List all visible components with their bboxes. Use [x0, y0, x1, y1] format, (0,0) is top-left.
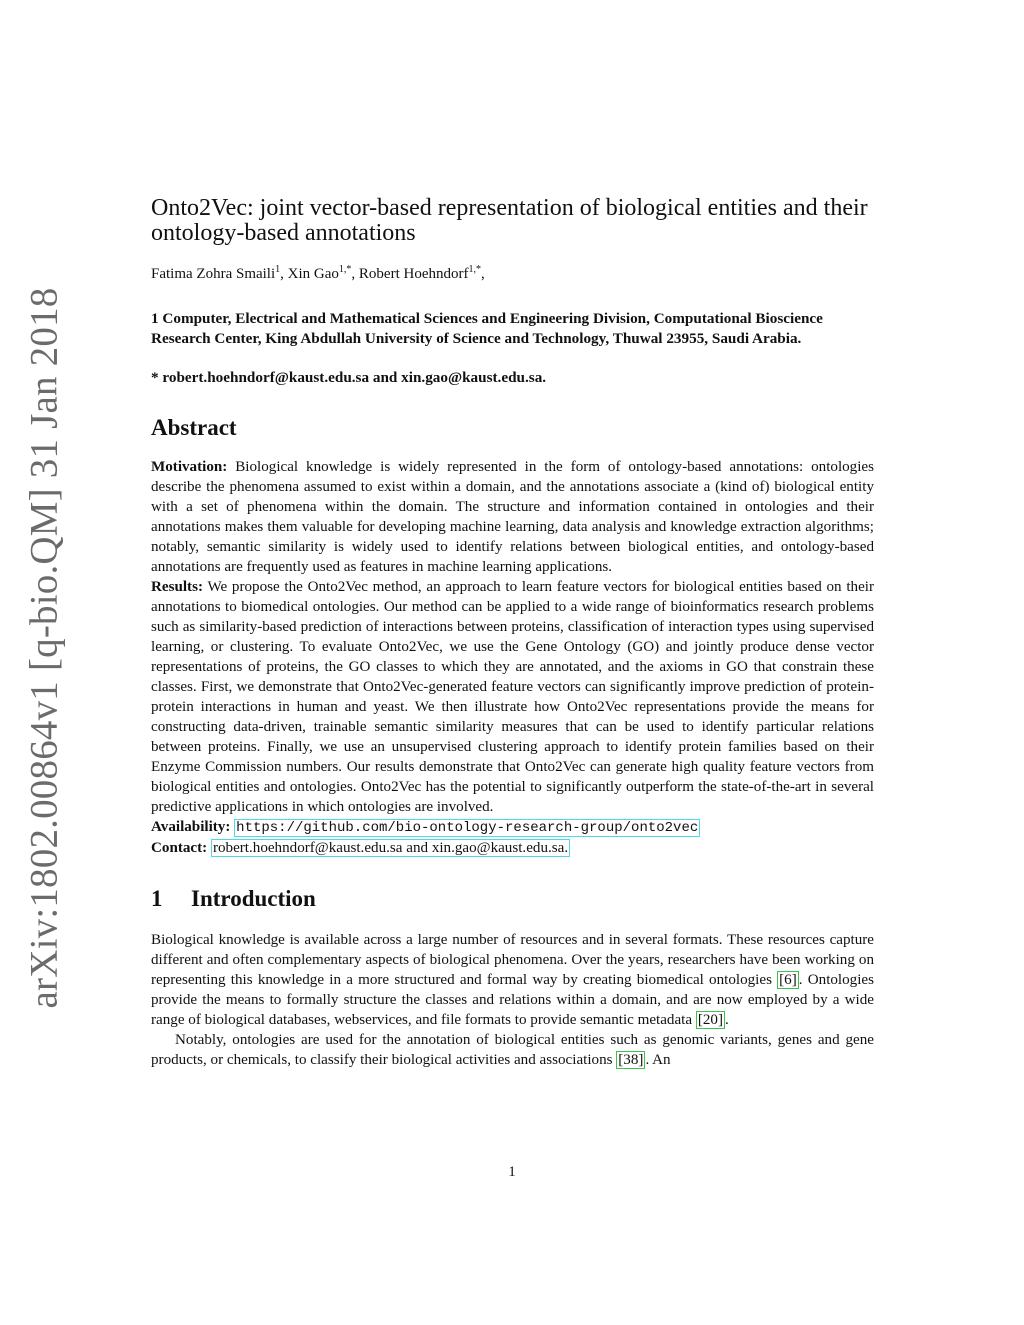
author-name: Xin Gao	[287, 266, 339, 282]
abstract-motivation	[151, 457, 874, 577]
author-separator: ,	[280, 266, 288, 282]
paragraph-text: Biological knowledge is available across a large number of resources and in several formats. These resources capture different and often complementary aspects of biological phenomena. Over the years, researchers have been working on representing this knowledge in a more structured and formal way by creating biomedical ontologies	[151, 932, 874, 988]
paragraph-text: .	[725, 1012, 729, 1028]
citation-link[interactable]: [6]	[779, 972, 797, 988]
results-label: Results:	[151, 579, 203, 595]
abstract-contact	[151, 838, 874, 858]
availability-link[interactable]: https://github.com/bio-ontology-research-group/onto2vec	[236, 820, 699, 836]
citation-link[interactable]: [38]	[618, 1052, 644, 1068]
affiliation: 1 Computer, Electrical and Mathematical Sciences and Engineering Division, Computational Bioscience Research Center, King Abdullah University of Science and Technology, Thuwal 23955, Saudi Arabia.	[151, 310, 823, 347]
paragraph-text: . An	[645, 1052, 671, 1068]
arxiv-identifier: arXiv:1802.00864v1 [q-bio.QM] 31 Jan 2018	[22, 287, 66, 1009]
paper-page	[151, 196, 874, 1070]
author-name: Robert Hoehndorf	[358, 266, 469, 282]
intro-paragraph	[151, 1030, 874, 1070]
section-title: Introduction	[191, 886, 316, 911]
corresponding-email: * robert.hoehndorf@kaust.edu.sa and xin.gao@kaust.edu.sa.	[151, 369, 547, 386]
results-text: We propose the Onto2Vec method, an approach to learn feature vectors for biological entities based on their annotations to biomedical ontologies. Our method can be applied to a wide range of bioinformatics research problems such as similarity-based prediction of interactions between proteins, classification of interaction types using supervised learning, or clustering. To evaluate Onto2Vec, we use the Gene Ontology (GO) and jointly produce dense vector representations of proteins, the GO classes to which they are annotated, and the axioms in GO that constrain these classes. First, we demonstrate that Onto2Vec-generated feature vectors can significantly improve prediction of protein-protein interactions in human and yeast. We then illustrate how Onto2Vec representations provide the means for constructing data-driven, trainable semantic similarity measures that can be used to identify particular relations between proteins. Finally, we use an unsupervised clustering approach to identify protein families based on their Enzyme Commission numbers. Our results demonstrate that Onto2Vec can generate high quality feature vectors from biological entities and ontologies. Onto2Vec has the potential to significantly outperform the state-of-the-art in several predictive applications in which ontologies are involved.	[151, 579, 874, 815]
intro-paragraph	[151, 930, 874, 1030]
contact-email-link[interactable]: robert.hoehndorf@kaust.edu.sa and xin.gao@kaust.edu.sa.	[212, 840, 569, 856]
motivation-label: Motivation:	[151, 459, 228, 475]
availability-label: Availability:	[151, 819, 231, 835]
paper-title: Onto2Vec: joint vector-based representation of biological entities and their ontology-based annotations	[151, 195, 868, 246]
abstract-heading: Abstract	[151, 415, 237, 440]
section-number: 1	[151, 886, 163, 911]
section-heading-introduction	[151, 886, 874, 912]
abstract-results	[151, 577, 874, 817]
paragraph-text: Notably, ontologies are used for the annotation of biological entities such as genomic variants, genes and gene products, or chemicals, to classify their biological activities and associations	[151, 1032, 874, 1068]
author-affiliation-mark: 1,*	[338, 264, 352, 275]
author-name: Fatima Zohra Smaili	[151, 266, 276, 282]
paragraph-text: . Ontologies provide the means to formally structure the classes and relations within a domain, and are now employed by a wide range of biological databases, webservices, and file formats to provide semantic metadata	[151, 972, 874, 1028]
contact-label: Contact:	[151, 840, 208, 856]
page-number: 1	[508, 1164, 516, 1180]
author-list	[151, 264, 874, 283]
abstract-availability	[151, 817, 874, 838]
motivation-text: Biological knowledge is widely represented in the form of ontology-based annotations: ontologies describe the phenomena assumed to exist within a domain, and the annotations associate a (kind of) biological entity with a set of phenomena within the domain. The structure and information contained in ontologies and their annotations makes them valuable for developing machine learning, data analysis and knowledge extraction algorithms; notably, semantic similarity is widely used to identify relations between biological entities, and ontology-based annotations are frequently used as features in machine learning applications.	[151, 459, 874, 575]
citation-link[interactable]: [20]	[697, 1012, 724, 1028]
author-separator: ,	[351, 266, 359, 282]
author-separator: ,	[480, 266, 485, 282]
author-affiliation-mark: 1,*	[468, 264, 481, 275]
author-affiliation-mark: 1	[275, 264, 281, 275]
